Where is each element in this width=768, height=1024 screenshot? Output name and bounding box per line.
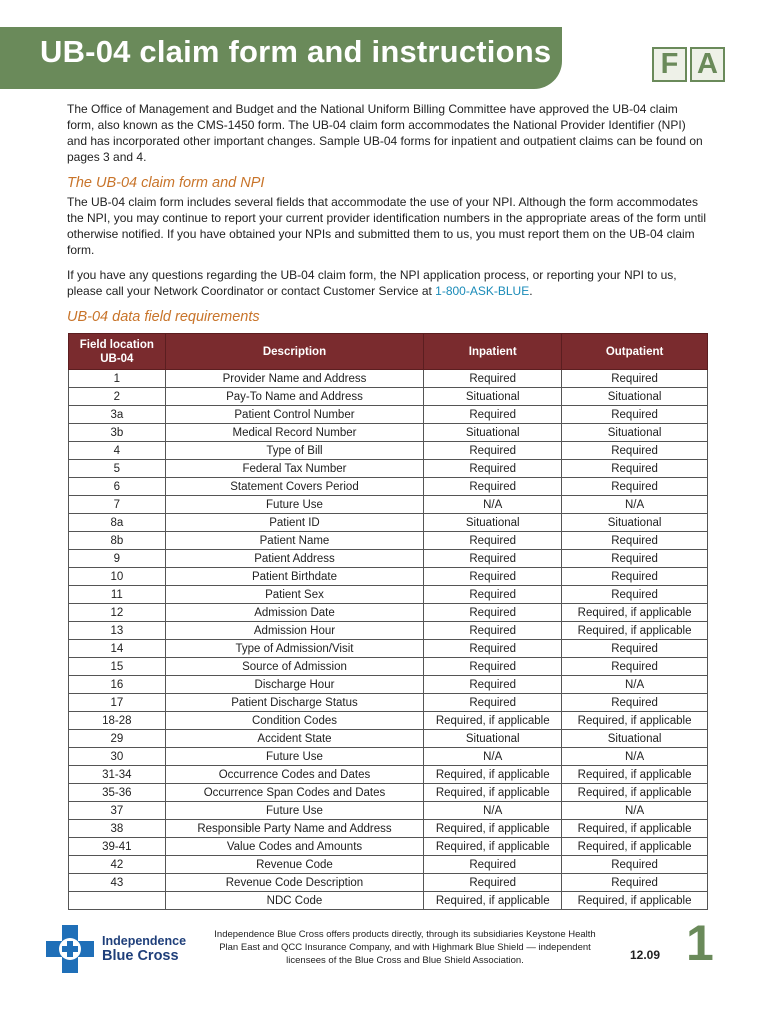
- logo-line-2: Blue Cross: [102, 948, 179, 964]
- cell-outpatient: Situational: [562, 514, 708, 532]
- cell-outpatient: Situational: [562, 388, 708, 406]
- cell-inpatient: Required: [424, 568, 562, 586]
- cell-field-location: 6: [69, 478, 166, 496]
- cell-outpatient: Required: [562, 370, 708, 388]
- table-row: [69, 856, 708, 874]
- cell-field-location: 18-28: [69, 712, 166, 730]
- header-description: Description: [165, 334, 424, 370]
- cell-description: NDC Code: [165, 892, 424, 910]
- cell-inpatient: Required, if applicable: [424, 784, 562, 802]
- fa-logo-letter-f: F: [652, 47, 687, 82]
- cell-description: Provider Name and Address: [165, 370, 424, 388]
- table-row: [69, 784, 708, 802]
- cell-inpatient: Required: [424, 604, 562, 622]
- table-row: [69, 802, 708, 820]
- cell-description: Patient Address: [165, 550, 424, 568]
- cell-field-location: 1: [69, 370, 166, 388]
- cell-field-location: 3b: [69, 424, 166, 442]
- table-row: [69, 748, 708, 766]
- table-row: [69, 460, 708, 478]
- table-row: [69, 514, 708, 532]
- intro-section: [67, 101, 707, 174]
- cell-outpatient: Required: [562, 658, 708, 676]
- cell-description: Discharge Hour: [165, 676, 424, 694]
- table-row: [69, 874, 708, 892]
- cell-description: Statement Covers Period: [165, 478, 424, 496]
- cell-outpatient: Required: [562, 442, 708, 460]
- cell-outpatient: Required, if applicable: [562, 820, 708, 838]
- intro-paragraph: The Office of Management and Budget and the National Uniform Billing Committee have approved the UB-04 claim form, also known as the CMS-1450 form. The UB-04 claim form accommodates the National Provider Identifier (NPI) and has incorporated other important changes. Sample UB-04 forms for inpatient and outpatient claims can be found on pages 3 and 4.: [67, 102, 703, 164]
- page-number: 1: [686, 915, 714, 971]
- cell-inpatient: Required: [424, 532, 562, 550]
- cell-inpatient: Required: [424, 550, 562, 568]
- cell-inpatient: Required: [424, 874, 562, 892]
- cell-inpatient: Required: [424, 370, 562, 388]
- npi-paragraph-2: [67, 267, 707, 299]
- cell-description: Revenue Code Description: [165, 874, 424, 892]
- table-row: [69, 388, 708, 406]
- cell-description: Occurrence Span Codes and Dates: [165, 784, 424, 802]
- cell-inpatient: N/A: [424, 748, 562, 766]
- cell-inpatient: Situational: [424, 424, 562, 442]
- fa-logo-letter-a: A: [690, 47, 725, 82]
- cell-outpatient: Required: [562, 406, 708, 424]
- cell-description: Future Use: [165, 802, 424, 820]
- cell-description: Condition Codes: [165, 712, 424, 730]
- cell-description: Patient ID: [165, 514, 424, 532]
- cell-outpatient: Required, if applicable: [562, 892, 708, 910]
- table-row: [69, 604, 708, 622]
- table-row: [69, 712, 708, 730]
- cell-inpatient: N/A: [424, 802, 562, 820]
- table-row: [69, 892, 708, 910]
- table-row: [69, 640, 708, 658]
- cell-outpatient: Required, if applicable: [562, 604, 708, 622]
- cell-outpatient: Required: [562, 694, 708, 712]
- cell-outpatient: Required: [562, 550, 708, 568]
- cell-outpatient: Required, if applicable: [562, 784, 708, 802]
- table-row: [69, 820, 708, 838]
- cell-field-location: 35-36: [69, 784, 166, 802]
- cell-field-location: 37: [69, 802, 166, 820]
- data-field-section: [67, 309, 707, 328]
- cell-field-location: 42: [69, 856, 166, 874]
- npi-paragraph-1: The UB-04 claim form includes several fields that accommodate the use of your NPI. Although the form accommodates the NPI, you may continue to report your current provider identification numbers in the appropriate areas of the form until otherwise notified. If you have obtained your NPIs and submitted them to us, you must report them on the UB-04 claim form.: [67, 195, 706, 257]
- cell-field-location: 31-34: [69, 766, 166, 784]
- table-header-row: [69, 334, 708, 370]
- table-row: [69, 478, 708, 496]
- data-field-heading: UB-04 data field requirements: [67, 309, 260, 325]
- cell-outpatient: Required, if applicable: [562, 766, 708, 784]
- cell-inpatient: Situational: [424, 514, 562, 532]
- cell-outpatient: Required, if applicable: [562, 622, 708, 640]
- cell-outpatient: Required: [562, 874, 708, 892]
- cell-inpatient: Required, if applicable: [424, 712, 562, 730]
- cell-inpatient: Required: [424, 460, 562, 478]
- cell-outpatient: Required: [562, 478, 708, 496]
- npi-paragraph-2-text: If you have any questions regarding the UB-04 claim form, the NPI application process, or reporting your NPI to us, please call your Network Coordinator or contact Customer Service at: [67, 268, 677, 298]
- cell-field-location: 2: [69, 388, 166, 406]
- table-row: [69, 694, 708, 712]
- blue-cross-icon: [44, 923, 96, 975]
- cell-field-location: 11: [69, 586, 166, 604]
- cell-outpatient: Required: [562, 856, 708, 874]
- cell-inpatient: Required: [424, 694, 562, 712]
- table-row: [69, 550, 708, 568]
- cell-field-location: 16: [69, 676, 166, 694]
- requirements-table: [68, 333, 708, 910]
- cell-inpatient: Required, if applicable: [424, 838, 562, 856]
- phone-link[interactable]: 1-800-ASK-BLUE: [435, 284, 530, 298]
- cell-field-location: 17: [69, 694, 166, 712]
- cell-field-location: 38: [69, 820, 166, 838]
- table-row: [69, 658, 708, 676]
- cell-inpatient: Required: [424, 856, 562, 874]
- cell-outpatient: Required: [562, 586, 708, 604]
- cell-inpatient: N/A: [424, 496, 562, 514]
- cell-outpatient: N/A: [562, 496, 708, 514]
- cell-field-location: 30: [69, 748, 166, 766]
- cell-inpatient: Required: [424, 640, 562, 658]
- cell-inpatient: Required: [424, 478, 562, 496]
- table-row: [69, 622, 708, 640]
- table-body: [69, 370, 708, 910]
- cell-outpatient: N/A: [562, 676, 708, 694]
- cell-field-location: 14: [69, 640, 166, 658]
- npi-section-heading: The UB-04 claim form and NPI: [67, 175, 265, 191]
- table-row: [69, 568, 708, 586]
- footer-disclaimer: Independence Blue Cross offers products directly, through its subsidiaries Keystone Health Plan East and QCC Insurance Company, and with Highmark Blue Shield — independent licensees of the Blue Cross and Blue Shield Association.: [214, 929, 596, 966]
- cell-field-location: 39-41: [69, 838, 166, 856]
- cell-field-location: 5: [69, 460, 166, 478]
- cell-inpatient: Required: [424, 658, 562, 676]
- logo-line-1: Independence: [102, 934, 187, 948]
- fa-logo: [652, 47, 725, 82]
- cell-inpatient: Required: [424, 586, 562, 604]
- cell-field-location: 10: [69, 568, 166, 586]
- cell-outpatient: N/A: [562, 748, 708, 766]
- cell-field-location: 15: [69, 658, 166, 676]
- cell-inpatient: Required: [424, 676, 562, 694]
- header-inpatient: Inpatient: [424, 334, 562, 370]
- cell-outpatient: Required, if applicable: [562, 838, 708, 856]
- table-row: [69, 424, 708, 442]
- cell-field-location: 3a: [69, 406, 166, 424]
- cell-outpatient: Required: [562, 460, 708, 478]
- cell-description: Future Use: [165, 748, 424, 766]
- cell-outpatient: Required: [562, 568, 708, 586]
- cell-description: Value Codes and Amounts: [165, 838, 424, 856]
- ibc-logo: [44, 923, 186, 975]
- table-row: [69, 838, 708, 856]
- cell-description: Admission Date: [165, 604, 424, 622]
- cell-inpatient: Situational: [424, 730, 562, 748]
- table-row: [69, 730, 708, 748]
- header-field-location: Field location UB-04: [69, 334, 166, 370]
- cell-description: Responsible Party Name and Address: [165, 820, 424, 838]
- cell-outpatient: N/A: [562, 802, 708, 820]
- cell-field-location: 7: [69, 496, 166, 514]
- cell-field-location: 9: [69, 550, 166, 568]
- npi-section: [67, 175, 707, 308]
- table-row: [69, 496, 708, 514]
- cell-outpatient: Situational: [562, 424, 708, 442]
- cell-description: Future Use: [165, 496, 424, 514]
- cell-description: Patient Name: [165, 532, 424, 550]
- table-row: [69, 586, 708, 604]
- cell-inpatient: Required, if applicable: [424, 892, 562, 910]
- cell-inpatient: Required, if applicable: [424, 766, 562, 784]
- cell-description: Type of Bill: [165, 442, 424, 460]
- cell-description: Occurrence Codes and Dates: [165, 766, 424, 784]
- cell-outpatient: Situational: [562, 730, 708, 748]
- cell-outpatient: Required: [562, 640, 708, 658]
- table-row: [69, 766, 708, 784]
- cell-description: Patient Discharge Status: [165, 694, 424, 712]
- table-row: [69, 406, 708, 424]
- page-title: UB-04 claim form and instructions: [40, 34, 552, 69]
- cell-inpatient: Situational: [424, 388, 562, 406]
- cell-description: Medical Record Number: [165, 424, 424, 442]
- cell-inpatient: Required: [424, 622, 562, 640]
- cell-field-location: 8b: [69, 532, 166, 550]
- revision-date: 12.09: [630, 948, 661, 962]
- cell-description: Patient Control Number: [165, 406, 424, 424]
- cell-description: Accident State: [165, 730, 424, 748]
- cell-description: Patient Sex: [165, 586, 424, 604]
- header-outpatient: Outpatient: [562, 334, 708, 370]
- cell-outpatient: Required, if applicable: [562, 712, 708, 730]
- cell-description: Patient Birthdate: [165, 568, 424, 586]
- cell-inpatient: Required: [424, 442, 562, 460]
- cell-field-location: [69, 892, 166, 910]
- cell-field-location: 29: [69, 730, 166, 748]
- npi-paragraph-2-end: .: [529, 284, 533, 298]
- cell-description: Pay-To Name and Address: [165, 388, 424, 406]
- cell-outpatient: Required: [562, 532, 708, 550]
- cell-field-location: 13: [69, 622, 166, 640]
- cell-description: Revenue Code: [165, 856, 424, 874]
- cell-field-location: 8a: [69, 514, 166, 532]
- cell-description: Type of Admission/Visit: [165, 640, 424, 658]
- cell-inpatient: Required: [424, 406, 562, 424]
- table-row: [69, 370, 708, 388]
- cell-description: Source of Admission: [165, 658, 424, 676]
- logo-wordmark: [102, 934, 186, 964]
- cell-inpatient: Required, if applicable: [424, 820, 562, 838]
- table-row: [69, 442, 708, 460]
- cell-description: Admission Hour: [165, 622, 424, 640]
- cell-field-location: 4: [69, 442, 166, 460]
- table-row: [69, 676, 708, 694]
- table-row: [69, 532, 708, 550]
- cell-field-location: 12: [69, 604, 166, 622]
- cell-description: Federal Tax Number: [165, 460, 424, 478]
- cell-field-location: 43: [69, 874, 166, 892]
